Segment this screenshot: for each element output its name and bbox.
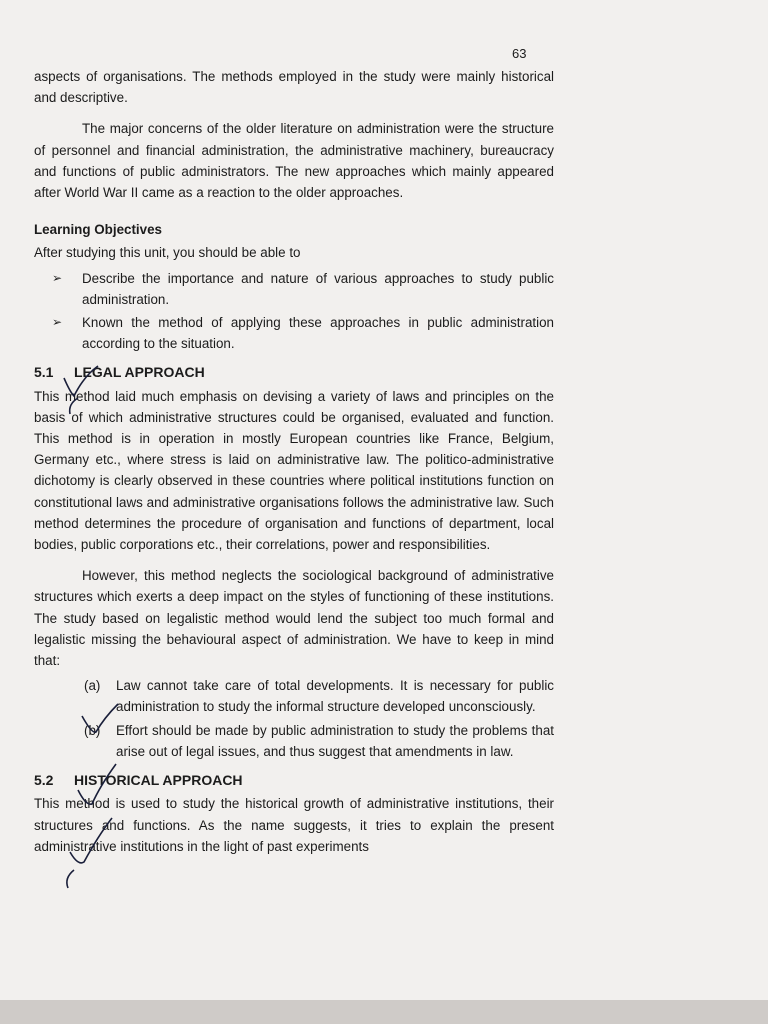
section-number: 5.1 xyxy=(34,364,54,381)
page-bottom-edge xyxy=(0,1000,768,1024)
list-item xyxy=(34,675,554,717)
section-heading-legal xyxy=(34,362,554,383)
arrow-bullet-icon: ➢ xyxy=(52,315,63,330)
objective-text: Describe the importance and nature of various approaches to study public administration. xyxy=(82,270,554,307)
list-item xyxy=(34,268,554,310)
point-label: (b) xyxy=(84,722,101,738)
point-text: Law cannot take care of total developments. It is necessary for public administration to study the informal structure developed unconsciously. xyxy=(116,678,554,715)
intro-paragraph: aspects of organisations. The methods employed in the study were mainly historical and descriptive. xyxy=(34,69,554,106)
objective-text: Known the method of applying these approaches in public administration according to the situation. xyxy=(82,315,554,352)
list-item xyxy=(34,312,554,354)
concerns-paragraph: The major concerns of the older literature on administration were the structure of personnel and financial administration, the administrative machinery, bureaucracy and functions of public administrators. The new approaches which mainly appeared after World War II came as a reaction to the older approaches. xyxy=(34,121,554,201)
objectives-heading: Learning Objectives xyxy=(34,222,162,238)
section-number: 5.2 xyxy=(34,772,54,789)
list-item xyxy=(34,720,554,762)
page-content xyxy=(34,66,554,857)
arrow-bullet-icon: ➢ xyxy=(52,270,63,285)
objectives-list xyxy=(34,268,554,355)
section-title: LEGAL APPROACH xyxy=(74,364,205,381)
objectives-lead: After studying this unit, you should be able to xyxy=(34,245,301,261)
legal-paragraph-1: This method laid much emphasis on devising a variety of laws and principles on the basis of which administrative structures could be organised, evaluated and function. This method is in operation in mostly European countries like France, Belgium, Germany etc., where stress is laid on administrative law. The politico-administrative dichotomy is clearly observed in these countries where political institutions function on constitutional laws and administrative organisations follows the administrative law. Such method determines the procedure of organisation and functions of department, local bodies, public corporations etc., their correlations, power and responsibilities. xyxy=(34,388,554,553)
legal-points-list xyxy=(34,675,554,762)
legal-paragraph-2: However, this method neglects the sociological background of administrative structures which exerts a deep impact on the styles of functioning of these institutions. The study based on legalistic method would lend the subject too much formal and legalistic missing the behavioural aspect of administration. We have to keep in mind that: xyxy=(34,568,554,669)
page-number: 63 xyxy=(512,46,527,61)
point-text: Effort should be made by public administration to study the problems that arise out of legal issues, and thus suggest that amendments in law. xyxy=(116,722,554,759)
point-label: (a) xyxy=(84,678,101,694)
section-title: HISTORICAL APPROACH xyxy=(74,772,243,789)
historical-paragraph-1: This method is used to study the historical growth of administrative institutions, their structures and functions. As the name suggests, it tries to explain the present administrative institutions in the light of past experiments xyxy=(34,796,554,854)
section-heading-historical xyxy=(34,770,554,791)
